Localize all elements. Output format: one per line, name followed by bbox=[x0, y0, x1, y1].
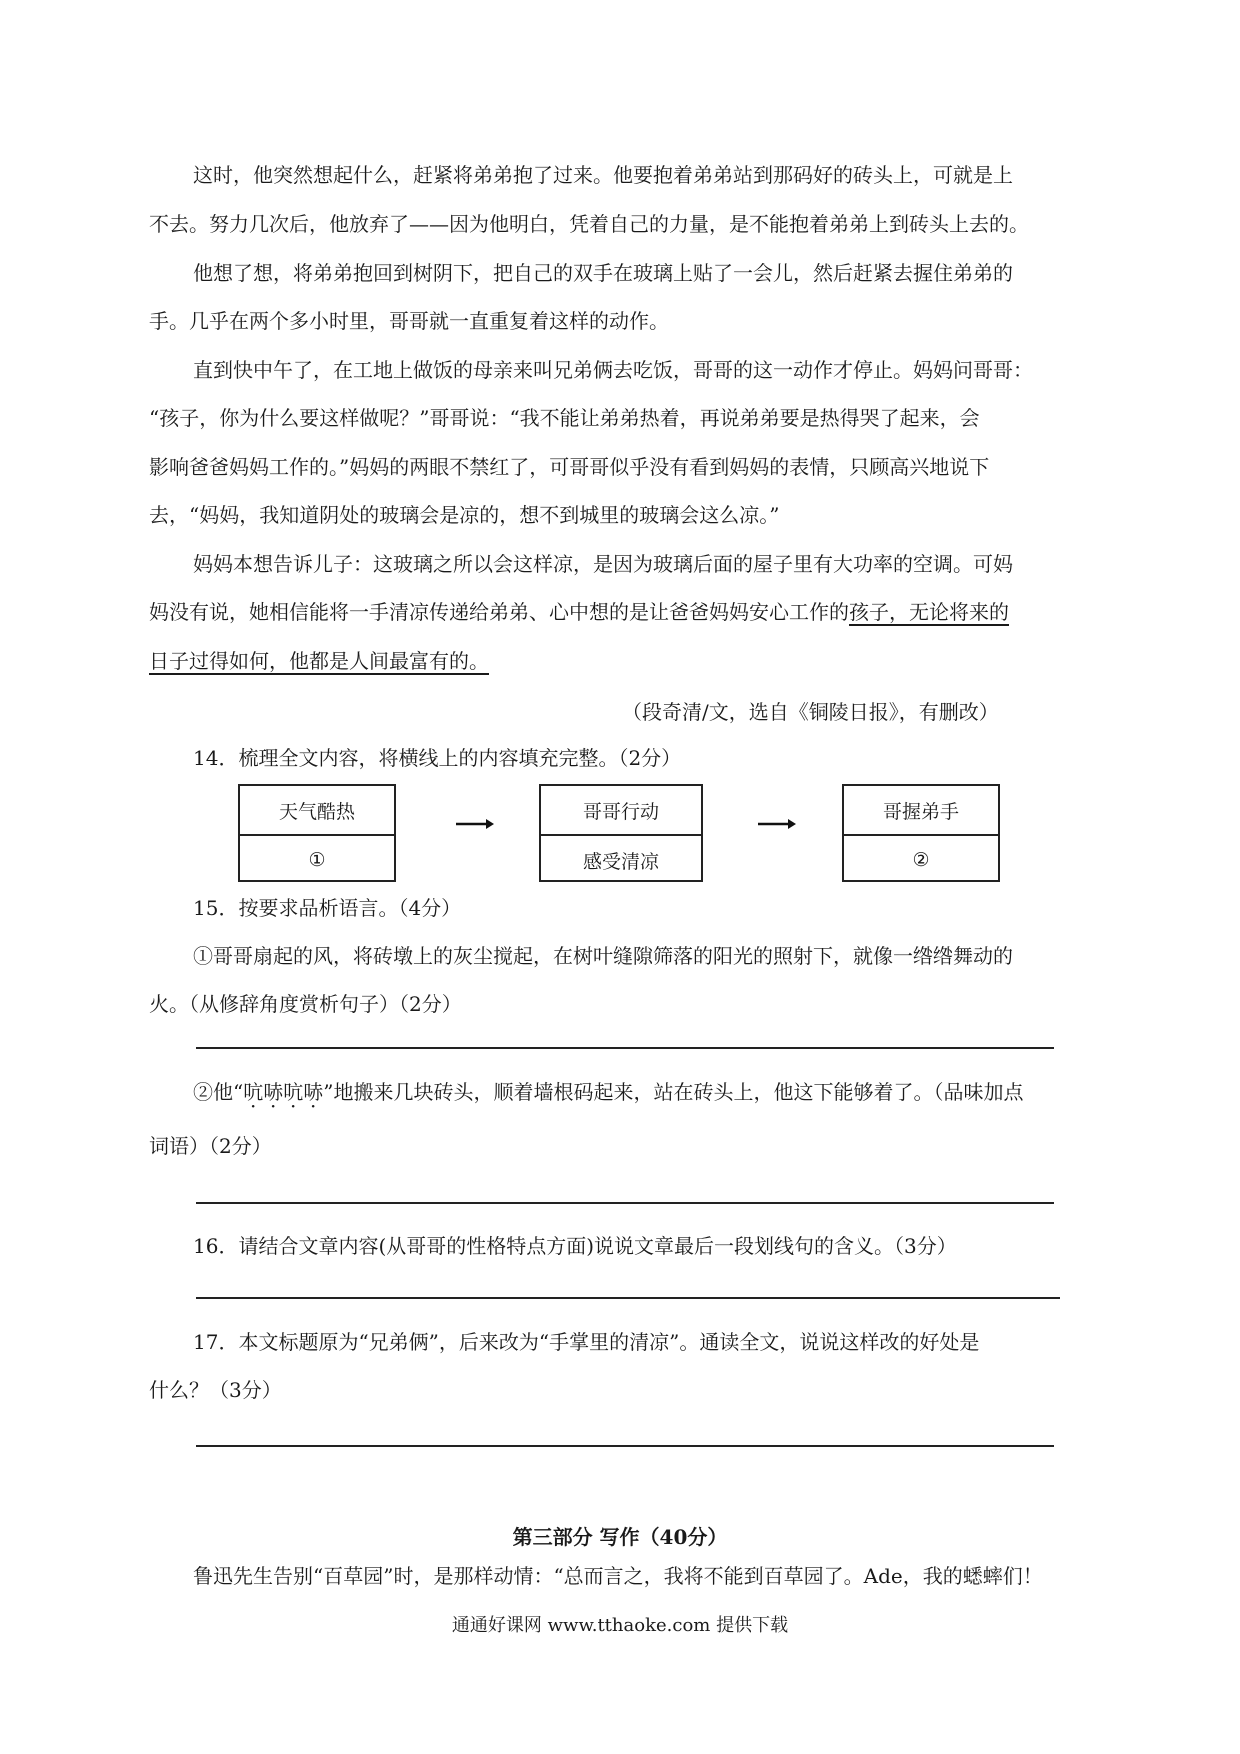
passage-line: 去，“妈妈，我知道阴处的玻璃会是凉的，想不到城里的玻璃会这么凉。” bbox=[149, 503, 780, 527]
flow-box-top: 哥握弟手 bbox=[844, 786, 998, 836]
flow-box-1 bbox=[238, 784, 396, 882]
question-15-sub-1: ①哥哥扇起的风，将砖墩上的灰尘搅起，在树叶缝隙筛落的阳光的照射下，就像一绺绺舞动的 bbox=[193, 944, 1013, 968]
passage-line bbox=[149, 598, 1099, 626]
underlined-sentence: 日子过得如何，他都是人间最富有的。 bbox=[149, 649, 489, 673]
passage-line: 直到快中午了，在工地上做饭的母亲来叫兄弟俩去吃饭，哥哥的这一动作才停止。妈妈问哥哥： bbox=[193, 358, 1033, 382]
passage-line: 这时，他突然想起什么，赶紧将弟弟抱了过来。他要抱着弟弟站到那码好的砖头上，可就是上 bbox=[193, 163, 1013, 187]
flow-box-bottom: 感受清凉 bbox=[582, 850, 659, 873]
dotted-char: 哧 bbox=[263, 1080, 284, 1104]
passage-text: 妈没有说，她相信能将一手清凉传递给弟弟、心中想的是让爸爸妈妈安心工作的 bbox=[149, 600, 849, 624]
question-17: 17．本文标题原为“兄弟俩”，后来改为“手掌里的清凉”。通读全文，说说这样改的好处是 bbox=[193, 1330, 980, 1354]
passage-line: 手。几乎在两个多小时里，哥哥就一直重复着这样的动作。 bbox=[149, 309, 669, 333]
question-17: 什么？（3分） bbox=[149, 1378, 282, 1402]
passage-line: 影响爸爸妈妈工作的。”妈妈的两眼不禁红了，可哥哥似乎没有看到妈妈的表情，只顾高兴地说下 bbox=[149, 455, 990, 479]
question-text: ”地搬来几块砖头，顺着墙根码起来，站在砖头上，他这下能够着了。（品味加点 bbox=[323, 1080, 1024, 1104]
passage-line: “孩子，你为什么要这样做呢？”哥哥说：“我不能让弟弟热着，再说弟弟要是热得哭了起来，会 bbox=[149, 406, 980, 430]
dotted-char: 哧 bbox=[303, 1080, 324, 1104]
flow-box-3 bbox=[842, 784, 1000, 882]
passage-line: 妈妈本想告诉儿子：这玻璃之所以会这样凉，是因为玻璃后面的屋子里有大功率的空调。可妈 bbox=[193, 552, 1013, 576]
flow-box-2 bbox=[539, 784, 703, 882]
question-16: 16．请结合文章内容(从哥哥的性格特点方面)说说文章最后一段划线句的含义。（3分） bbox=[193, 1234, 957, 1258]
writing-prompt: 鲁迅先生告别“百草园”时，是那样动情：“总而言之，我将不能到百草园了。Ade，我的蟋蟀们！ bbox=[193, 1564, 1043, 1588]
question-text: ②他“ bbox=[193, 1080, 244, 1104]
question-15: 15．按要求品析语言。（4分） bbox=[193, 896, 462, 920]
answer-line[interactable] bbox=[196, 1202, 1054, 1204]
underlined-sentence: 孩子，无论将来的 bbox=[849, 600, 1009, 624]
question-15-sub-1: 火。（从修辞角度赏析句子）（2分） bbox=[149, 992, 462, 1016]
dotted-char: 吭 bbox=[283, 1080, 304, 1104]
page-footer: 通通好课网 www.tthaoke.com 提供下载 bbox=[451, 1615, 789, 1636]
passage-line bbox=[149, 647, 1099, 675]
answer-line[interactable] bbox=[196, 1297, 1060, 1299]
flow-box-top: 哥哥行动 bbox=[541, 786, 701, 836]
passage-line: 不去。努力几次后，他放弃了——因为他明白，凭着自己的力量，是不能抱着弟弟上到砖头上去的。 bbox=[149, 212, 1029, 236]
flow-blank-2[interactable]: ② bbox=[912, 849, 930, 871]
flow-blank-1[interactable]: ① bbox=[308, 849, 326, 871]
question-15-sub-2: 词语）（2分） bbox=[149, 1134, 272, 1158]
arrow-right-icon bbox=[758, 817, 796, 831]
question-14: 14．梳理全文内容，将横线上的内容填充完整。（2分） bbox=[193, 746, 682, 770]
answer-line[interactable] bbox=[196, 1445, 1054, 1447]
answer-line[interactable] bbox=[196, 1047, 1054, 1049]
arrow-right-icon bbox=[456, 817, 494, 831]
section-title: 第三部分 写作（40分） bbox=[512, 1525, 728, 1549]
flow-box-top: 天气酷热 bbox=[240, 786, 394, 836]
dotted-char: 吭 bbox=[243, 1080, 264, 1104]
passage-line: 他想了想，将弟弟抱回到树阴下，把自己的双手在玻璃上贴了一会儿，然后赶紧去握住弟弟的 bbox=[193, 261, 1013, 285]
passage-source: （段奇清/文，选自《铜陵日报》，有删改） bbox=[622, 700, 999, 724]
question-15-sub-2 bbox=[193, 1078, 1143, 1106]
